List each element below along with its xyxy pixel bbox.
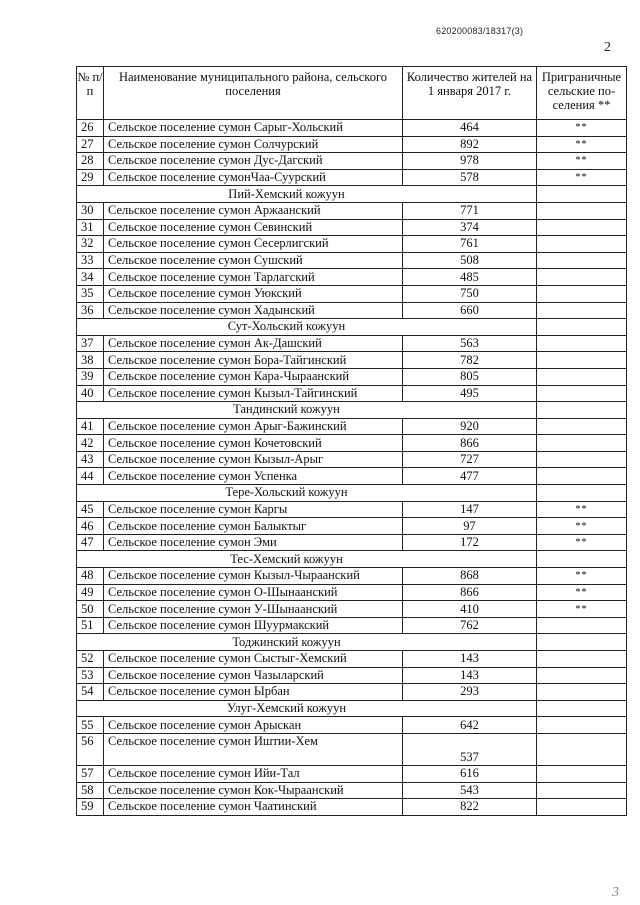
row-number: 41 [77, 418, 104, 435]
border-mark: ** [537, 584, 627, 601]
settlement-name: Сельское поселение сумон Кара-Чыраанский [104, 368, 403, 385]
table-row [77, 219, 627, 236]
population-cell: 978 [403, 153, 537, 170]
border-mark [537, 782, 627, 799]
border-mark [537, 617, 627, 634]
settlement-name: Сельское поселение сумон Кызыл-Тайгинский [104, 385, 403, 402]
district-name: Тере-Хольский кожуун [77, 485, 537, 502]
table-row [77, 568, 627, 585]
population-cell: 578 [403, 169, 537, 186]
page-number: 2 [604, 40, 611, 55]
border-mark [537, 717, 627, 734]
table-row [77, 617, 627, 634]
population-cell: 143 [403, 667, 537, 684]
table-header-row [77, 67, 627, 120]
border-mark [537, 202, 627, 219]
border-mark: ** [537, 568, 627, 585]
row-number: 37 [77, 335, 104, 352]
table-row [77, 335, 627, 352]
district-row [77, 186, 627, 203]
row-number: 34 [77, 269, 104, 286]
population-cell: 762 [403, 617, 537, 634]
population-cell: 642 [403, 717, 537, 734]
table-row [77, 302, 627, 319]
district-row [77, 485, 627, 502]
table-row [77, 435, 627, 452]
border-mark [537, 302, 627, 319]
district-name: Сут-Хольский кожуун [77, 319, 537, 336]
population-cell: 771 [403, 202, 537, 219]
border-mark: ** [537, 601, 627, 618]
population-cell: 374 [403, 219, 537, 236]
settlement-name: Сельское поселение сумон Балыктыг [104, 518, 403, 535]
settlement-name: Сельское поселение сумон Чазыларский [104, 667, 403, 684]
border-mark [537, 468, 627, 485]
settlement-name: Сельское поселение сумон Шуурмакский [104, 617, 403, 634]
row-number: 33 [77, 252, 104, 269]
table-row [77, 799, 627, 816]
row-number: 51 [77, 617, 104, 634]
border-mark: ** [537, 153, 627, 170]
district-empty-cell [537, 402, 627, 419]
border-mark [537, 352, 627, 369]
table-row [77, 651, 627, 668]
row-number: 31 [77, 219, 104, 236]
district-row [77, 319, 627, 336]
row-number: 29 [77, 169, 104, 186]
border-mark [537, 335, 627, 352]
row-number: 30 [77, 202, 104, 219]
settlement-name: Сельское поселение сумонЧаа-Суурский [104, 169, 403, 186]
table-row [77, 418, 627, 435]
table-row [77, 468, 627, 485]
row-number: 42 [77, 435, 104, 452]
table-row [77, 169, 627, 186]
row-number: 44 [77, 468, 104, 485]
population-cell: 143 [403, 651, 537, 668]
table-row [77, 717, 627, 734]
district-name: Пий-Хемский кожуун [77, 186, 537, 203]
population-cell: 147 [403, 501, 537, 518]
population-cell: 563 [403, 335, 537, 352]
border-mark: ** [537, 169, 627, 186]
population-cell: 750 [403, 285, 537, 302]
population-cell: 660 [403, 302, 537, 319]
district-empty-cell [537, 485, 627, 502]
table-row [77, 733, 627, 765]
population-cell: 805 [403, 368, 537, 385]
border-mark: ** [537, 501, 627, 518]
population-cell: 822 [403, 799, 537, 816]
district-name: Улуг-Хемский кожуун [77, 700, 537, 717]
settlement-name: Сельское поселение сумон Иштии-Хем [104, 733, 403, 765]
settlement-name: Сельское поселение сумон Солчурский [104, 136, 403, 153]
border-mark [537, 368, 627, 385]
table-row [77, 352, 627, 369]
settlement-name: Сельское поселение сумон О-Шынаанский [104, 584, 403, 601]
row-number: 48 [77, 568, 104, 585]
district-row [77, 634, 627, 651]
district-row [77, 700, 627, 717]
population-cell: 508 [403, 252, 537, 269]
settlement-name: Сельское поселение сумон У-Шынаанский [104, 601, 403, 618]
settlement-name: Сельское поселение сумон Ырбан [104, 684, 403, 701]
table-body [77, 120, 627, 816]
settlement-name: Сельское поселение сумон Успенка [104, 468, 403, 485]
district-empty-cell [537, 700, 627, 717]
settlement-name: Сельское поселение сумон Кок-Чыраанский [104, 782, 403, 799]
row-number: 35 [77, 285, 104, 302]
row-number: 54 [77, 684, 104, 701]
settlement-name: Сельское поселение сумон Арыг-Бажинский [104, 418, 403, 435]
border-mark [537, 236, 627, 253]
settlements-table [76, 66, 627, 816]
population-cell: 868 [403, 568, 537, 585]
row-number: 26 [77, 120, 104, 137]
row-number: 32 [77, 236, 104, 253]
table-row [77, 252, 627, 269]
border-mark: ** [537, 518, 627, 535]
table-row [77, 534, 627, 551]
settlement-name: Сельское поселение сумон Аржаанский [104, 202, 403, 219]
table-row [77, 285, 627, 302]
border-mark: ** [537, 534, 627, 551]
row-number: 27 [77, 136, 104, 153]
row-number: 56 [77, 733, 104, 765]
row-number: 53 [77, 667, 104, 684]
district-row [77, 402, 627, 419]
district-empty-cell [537, 634, 627, 651]
row-number: 38 [77, 352, 104, 369]
settlement-name: Сельское поселение сумон Кочетовский [104, 435, 403, 452]
table-row [77, 120, 627, 137]
population-cell: 293 [403, 684, 537, 701]
population-cell: 761 [403, 236, 537, 253]
population-cell: 97 [403, 518, 537, 535]
row-number: 50 [77, 601, 104, 618]
table-row [77, 153, 627, 170]
border-mark [537, 269, 627, 286]
border-mark [537, 733, 627, 765]
population-cell: 782 [403, 352, 537, 369]
row-number: 47 [77, 534, 104, 551]
district-name: Тоджинский кожуун [77, 634, 537, 651]
border-mark [537, 252, 627, 269]
table-row [77, 584, 627, 601]
district-row [77, 551, 627, 568]
settlement-name: Сельское поселение сумон Чаатинский [104, 799, 403, 816]
row-number: 57 [77, 765, 104, 782]
table-row [77, 501, 627, 518]
settlement-name: Сельское поселение сумон Дус-Дагский [104, 153, 403, 170]
settlement-name: Сельское поселение сумон Сыстыг-Хемский [104, 651, 403, 668]
population-cell: 172 [403, 534, 537, 551]
settlement-name: Сельское поселение сумон Каргы [104, 501, 403, 518]
border-mark [537, 799, 627, 816]
table-row [77, 202, 627, 219]
settlement-name: Сельское поселение сумон Кызыл-Арыг [104, 451, 403, 468]
document-id: 620200083/18317(3) [436, 26, 524, 36]
row-number: 45 [77, 501, 104, 518]
district-name: Тандинский кожуун [77, 402, 537, 419]
table-row [77, 667, 627, 684]
settlement-name: Сельское поселение сумон Севинский [104, 219, 403, 236]
border-mark [537, 451, 627, 468]
header-num: № п/п [77, 67, 104, 120]
settlement-name: Сельское поселение сумон Ак-Дашский [104, 335, 403, 352]
table-row [77, 782, 627, 799]
row-number: 39 [77, 368, 104, 385]
border-mark [537, 435, 627, 452]
row-number: 58 [77, 782, 104, 799]
border-mark: ** [537, 136, 627, 153]
border-mark [537, 418, 627, 435]
row-number: 40 [77, 385, 104, 402]
border-mark [537, 684, 627, 701]
population-cell: 866 [403, 584, 537, 601]
population-cell: 727 [403, 451, 537, 468]
district-name: Тес-Хемский кожуун [77, 551, 537, 568]
settlement-name: Сельское поселение сумон Уюкский [104, 285, 403, 302]
population-cell: 495 [403, 385, 537, 402]
population-cell: 477 [403, 468, 537, 485]
population-cell: 537 [403, 733, 537, 765]
settlement-name: Сельское поселение сумон Тарлагский [104, 269, 403, 286]
district-empty-cell [537, 186, 627, 203]
population-cell: 920 [403, 418, 537, 435]
table-row [77, 684, 627, 701]
border-mark [537, 285, 627, 302]
settlement-name: Сельское поселение сумон Арыскан [104, 717, 403, 734]
border-mark: ** [537, 120, 627, 137]
population-cell: 616 [403, 765, 537, 782]
district-empty-cell [537, 551, 627, 568]
settlement-name: Сельское поселение сумон Сушский [104, 252, 403, 269]
population-cell: 485 [403, 269, 537, 286]
border-mark [537, 219, 627, 236]
border-mark [537, 765, 627, 782]
settlement-name: Сельское поселение сумон Сесерлигский [104, 236, 403, 253]
row-number: 28 [77, 153, 104, 170]
table-row [77, 765, 627, 782]
table-row [77, 518, 627, 535]
table-row [77, 136, 627, 153]
population-cell: 464 [403, 120, 537, 137]
table-row [77, 269, 627, 286]
header-population: Количество жителей на 1 января 2017 г. [403, 67, 537, 120]
table-row [77, 385, 627, 402]
row-number: 43 [77, 451, 104, 468]
district-empty-cell [537, 319, 627, 336]
row-number: 59 [77, 799, 104, 816]
row-number: 55 [77, 717, 104, 734]
population-cell: 543 [403, 782, 537, 799]
table-row [77, 451, 627, 468]
border-mark [537, 385, 627, 402]
settlement-name: Сельское поселение сумон Бора-Тайгинский [104, 352, 403, 369]
row-number: 49 [77, 584, 104, 601]
border-mark [537, 667, 627, 684]
population-cell: 410 [403, 601, 537, 618]
table-row [77, 368, 627, 385]
border-mark [537, 651, 627, 668]
settlement-name: Сельское поселение сумон Ийи-Тал [104, 765, 403, 782]
header-border: Приграничные сельские по-селения ** [537, 67, 627, 120]
row-number: 46 [77, 518, 104, 535]
table-row [77, 236, 627, 253]
population-cell: 892 [403, 136, 537, 153]
row-number: 52 [77, 651, 104, 668]
settlement-name: Сельское поселение сумон Кызыл-Чыраанский [104, 568, 403, 585]
settlement-name: Сельское поселение сумон Сарыг-Хольский [104, 120, 403, 137]
population-cell: 866 [403, 435, 537, 452]
table-row [77, 601, 627, 618]
settlement-name: Сельское поселение сумон Эми [104, 534, 403, 551]
header-name: Наименование муниципального района, сельского поселения [104, 67, 403, 120]
corner-mark: 3 [612, 885, 619, 900]
row-number: 36 [77, 302, 104, 319]
settlement-name: Сельское поселение сумон Хадынский [104, 302, 403, 319]
